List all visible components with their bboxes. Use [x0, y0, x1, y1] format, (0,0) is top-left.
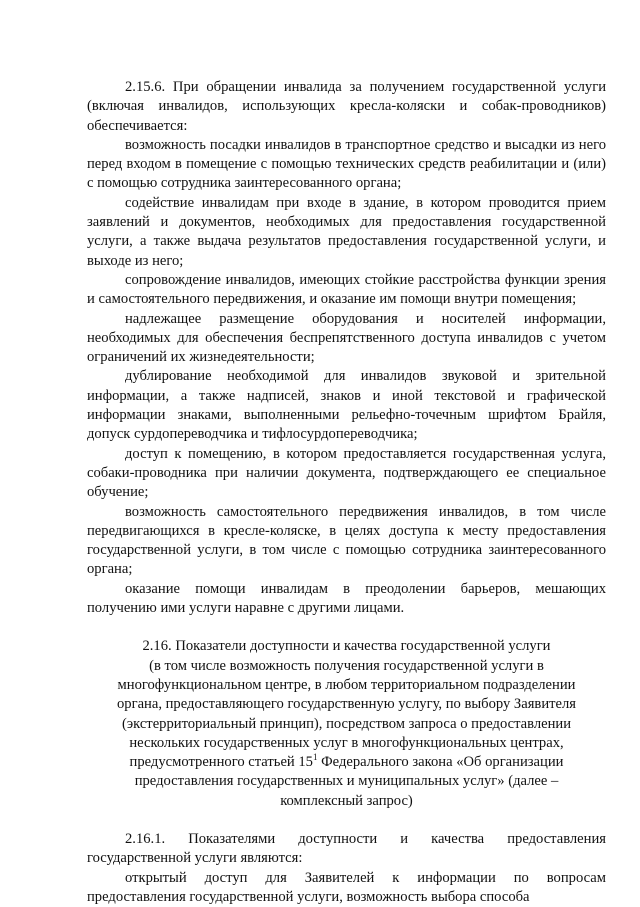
list-item: надлежащее размещение оборудования и носителей информации, необходимых для обеспечения беспрепятственного доступа инвалидов с учетом ограничений их жизнедеятельности; — [87, 310, 606, 366]
list-item: доступ к помещению, в котором предоставляется государственная услуга, собаки-проводника при наличии документа, подтверждающего ее специальное обучение; — [87, 445, 606, 501]
list-item: оказание помощи инвалидам в преодолении барьеров, мешающих получению ими услуги наравне с другими лицами. — [87, 580, 606, 617]
superscript-article-number: 1 — [312, 752, 318, 763]
list-item: возможность самостоятельного передвижения инвалидов, в том числе передвигающихся в кресле-коляске, в целях доступа к месту предоставления государственной услуги, в том числе с помощью сотрудника заинтересованного органа; — [87, 503, 606, 578]
list-item: сопровождение инвалидов, имеющих стойкие расстройства функции зрения и самостоятельного передвижения, и оказание им помощи внутри помещения; — [87, 271, 606, 308]
list-item: открытый доступ для Заявителей к информации по вопросам предоставления государственной услуги, возможность выбора способа — [87, 869, 606, 905]
section-heading-subtitle-part-a: (в том числе возможность получения государственной услуги в многофункциональном центре, в любом территориальном подразделении органа, предоставляющего государственную услугу, по выбору Заявителя (экстерриториальный принцип), посредством запроса о предоставлении нескольких государственных услуг в многофункциональных центрах, предусмотренного статьей 15 — [116, 657, 576, 771]
spacer — [87, 811, 606, 830]
section-heading-title: 2.16. Показатели доступности и качества государственной услуги — [142, 638, 551, 655]
section-heading-2-16 — [87, 637, 606, 811]
list-item: содействие инвалидам при входе в здание, в котором проводится прием заявлений и документов, необходимых для предоставления государственной услуги, а также выдача результатов предоставления государственной услуги, и выходе из него; — [87, 194, 606, 269]
list-item: дублирование необходимой для инвалидов звуковой и зрительной информации, а также надписей, знаков и иной текстовой и графической информации знаками, выполненными рельефно-точечным шрифтом Брайля, допуск сурдопереводчика и тифлосурдопереводчика; — [87, 368, 606, 443]
spacer — [87, 618, 606, 637]
section-heading-subtitle-part-b: Федерального закона «Об организации предоставления государственных и муниципальных услуг» (далее – комплексный запрос) — [134, 754, 564, 809]
section-heading-subtitle — [87, 657, 606, 811]
paragraph-2-15-6-intro: 2.15.6. При обращении инвалида за получением государственной услуги (включая инвалидов, использующих кресла-коляски и собак-проводников) обеспечивается: — [87, 79, 606, 134]
paragraph-2-16-1-intro: 2.16.1. Показателями доступности и качества предоставления государственной услуги являются: — [87, 830, 606, 867]
list-item: возможность посадки инвалидов в транспортное средство и высадки из него перед входом в помещение с помощью технических средств реабилитации и (или) с помощью сотрудника заинтересованного органа; — [87, 136, 606, 192]
